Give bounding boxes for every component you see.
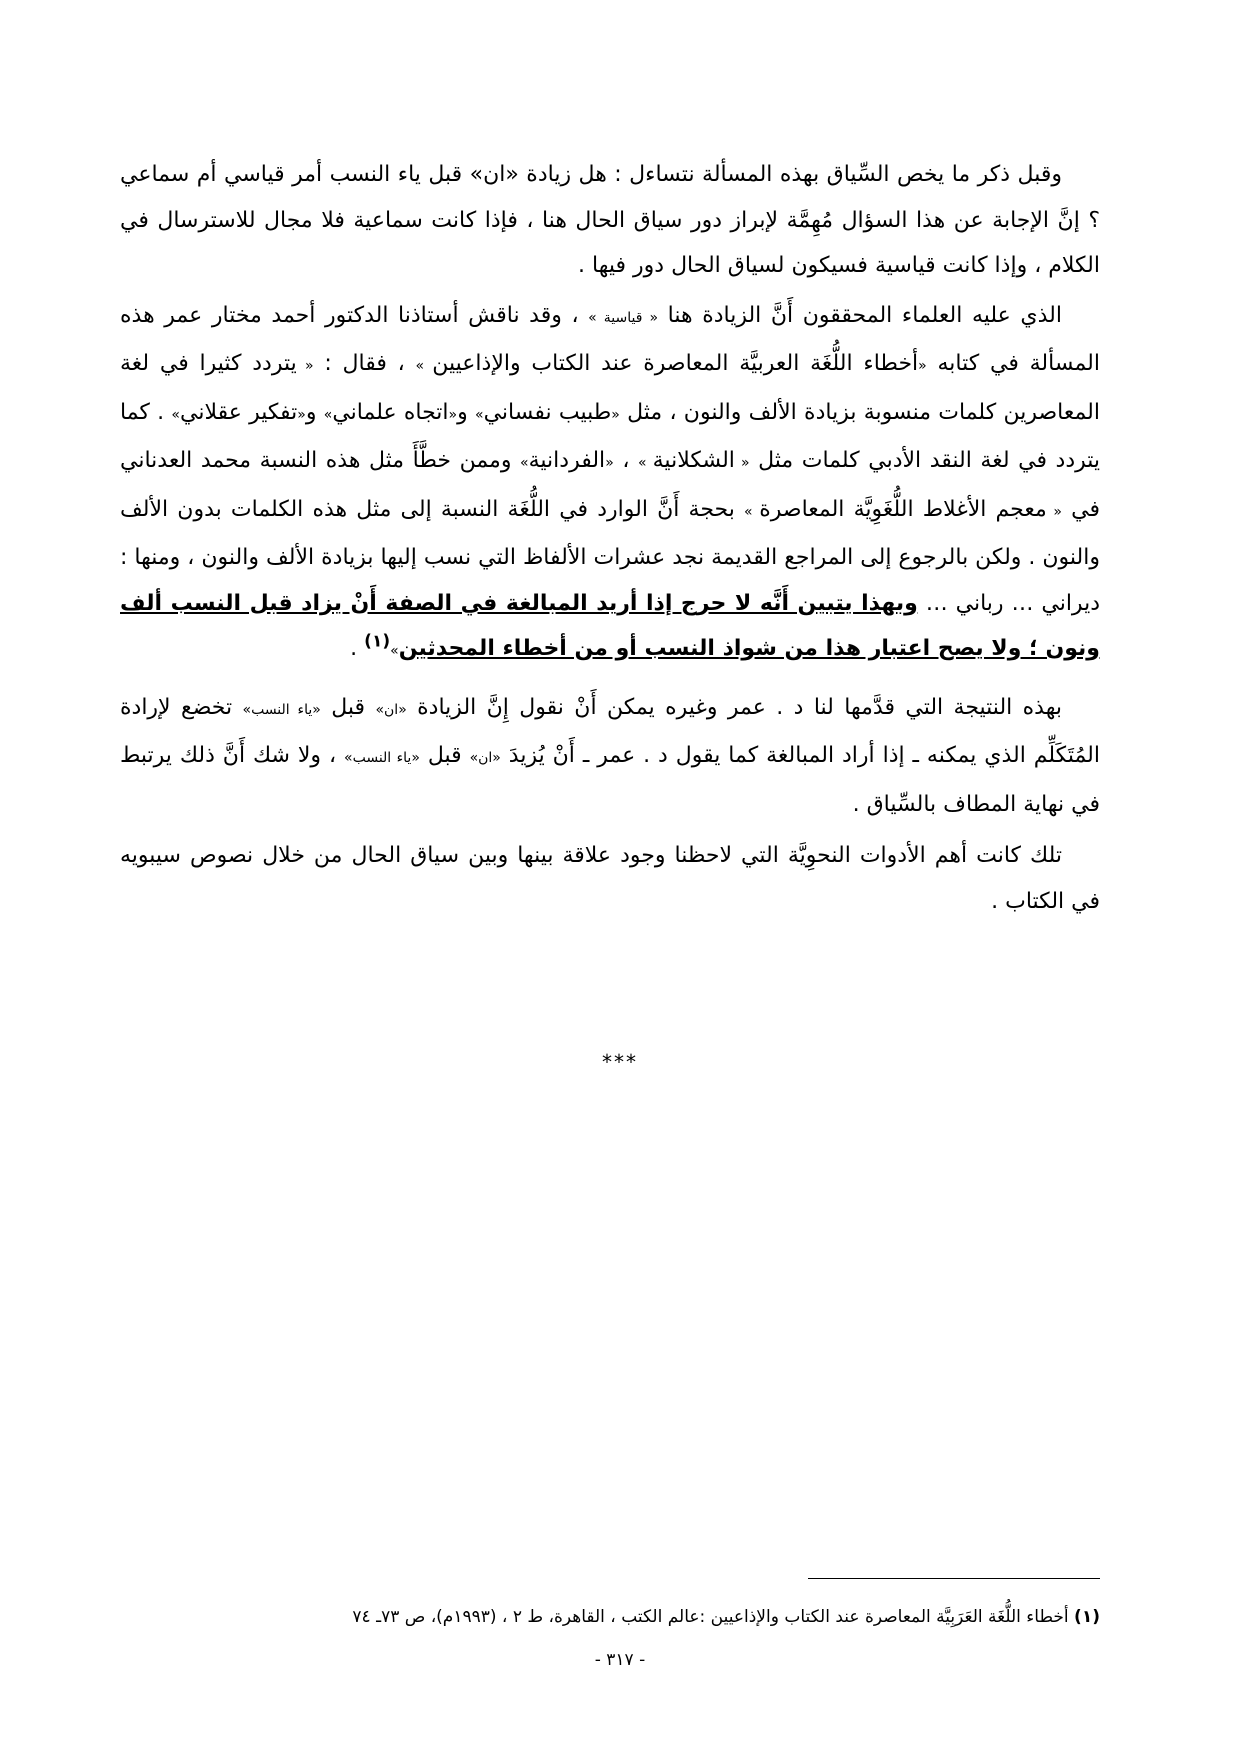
paragraph-1 bbox=[120, 152, 1100, 289]
quoted-term: «ان» bbox=[375, 701, 407, 718]
quote-mark: « bbox=[296, 358, 314, 374]
quote-mark: « bbox=[448, 406, 458, 423]
quote-mark: « bbox=[1046, 503, 1062, 520]
paragraph-1-text: وقبل ذكر ما يخص السِّياق بهذه المسألة نتساءل : هل زيادة «ان» قبل ياء النسب أمر قياسي أم سماعي ؟ إنَّ الإجابة عن هذا السؤال مُهِمَّة لإبراز دور سياق الحال هنا ، فإذا كانت سماعية فلا مجال للاسترسال في الكلام ، وإذا كانت قياسية فسيكون لسياق الحال دور فيها . bbox=[120, 162, 1100, 278]
quote-mark: » bbox=[171, 406, 180, 423]
footnote-divider bbox=[808, 1578, 1100, 1579]
quote-mark: « bbox=[611, 406, 620, 423]
paragraph-4-text: تلك كانت أهم الأدوات النحوِيَّة التي لاحظنا وجود علاقة بينها وبين سياق الحال من خلال نصوص سيبويه في الكتاب . bbox=[120, 843, 1100, 914]
separator-comma: ، bbox=[613, 448, 639, 473]
footnote-number: (١) bbox=[1074, 1607, 1100, 1627]
quoted-term: «ياء النسب» bbox=[242, 701, 321, 718]
quote-mark: » bbox=[520, 455, 529, 471]
quotation-text: وممن خطَّأَ مثل هذه النسبة محمد العدناني في bbox=[120, 448, 1100, 522]
quotation-text: يتردد كثيرا في لغة المعاصرين كلمات منسوبة بزيادة الألف والنون ، مثل bbox=[120, 351, 1100, 425]
footnote-reference: (١) bbox=[364, 631, 391, 652]
conjunction: و bbox=[457, 399, 475, 425]
section-separator: *** bbox=[602, 1050, 638, 1074]
quote-mark: « bbox=[297, 406, 306, 423]
conjunction: و bbox=[305, 399, 324, 425]
paragraph-3-text: قبل bbox=[419, 743, 470, 768]
book-title: معجم الأغلاط اللُّغَوِيَّة المعاصرة bbox=[759, 496, 1047, 522]
quote-mark: « bbox=[918, 358, 927, 374]
quoted-term: «ان» bbox=[469, 750, 501, 766]
example-term: الشكلانية bbox=[652, 448, 735, 473]
book-title: أخطاء اللُّغَة العربيَّة المعاصرة عند الكتاب والإذاعيين bbox=[432, 351, 919, 376]
full-stop: . bbox=[350, 636, 365, 661]
quoted-term: «ياء النسب» bbox=[344, 750, 420, 766]
paragraph-4 bbox=[120, 833, 1100, 924]
quote-mark: « bbox=[605, 455, 614, 471]
example-term: اتجاه علماني bbox=[332, 399, 449, 425]
paragraph-3-text: ، ولا شك أَنَّ ذلك يرتبط في نهاية المطاف بالسِّياق . bbox=[120, 743, 1100, 817]
quote-mark: » bbox=[390, 643, 399, 659]
paragraph-3-text: قبل bbox=[320, 694, 376, 720]
paragraph-2-text: الذي عليه العلماء المحققون أَنَّ الزيادة هنا bbox=[658, 302, 1062, 328]
quote-mark: » bbox=[744, 503, 760, 520]
quoted-term: « قياسية » bbox=[588, 309, 659, 326]
example-term: تفكير عقلاني bbox=[179, 399, 298, 425]
emphasized-conclusion: وبهذا يتبين أَنَّه لا حرج إذا أريد المبالغة في الصفة أَنْ يزاد قبل النسب ألف ونون ؛ ولا يصح اعتبار هذا من شواذ النسب أو من أخطاء المحدثين bbox=[120, 590, 1100, 661]
paragraph-3 bbox=[120, 685, 1100, 828]
paragraph-2-text: ، وقد ناقش أستاذنا الدكتور أحمد مختار عمر هذه المسألة في كتابه bbox=[120, 302, 1100, 376]
quote-mark: » bbox=[475, 406, 484, 423]
footnote bbox=[120, 1604, 1100, 1630]
quote-mark: « bbox=[734, 455, 750, 471]
footnote-text: أخطاء اللُّغَة العَرَبِيَّة المعاصرة عند الكتاب والإذاعيين :عالم الكتب ، القاهرة، ط ٢ ، (١٩٩٣م)، ص ٧٣ـ ٧٤ bbox=[352, 1607, 1075, 1627]
example-term: الفردانية bbox=[528, 448, 606, 473]
paragraph-2-text: ، فقال : bbox=[313, 351, 416, 376]
quote-mark: » bbox=[638, 455, 653, 471]
quote-mark: » bbox=[415, 358, 433, 374]
quotation-text: . كما يتردد في لغة النقد الأدبي كلمات مثل bbox=[120, 399, 1101, 473]
paragraph-2 bbox=[120, 293, 1100, 675]
example-term: طبيب نفساني bbox=[483, 399, 612, 425]
paragraph-3-text: تخضع لإرادة المُتَكَلِّم الذي يمكنه ـ إذا أراد المبالغة كما يقول د . عمر ـ أَنْ يُزيدَ bbox=[120, 694, 1100, 768]
quote-mark: » bbox=[323, 406, 333, 423]
page-number: - ٣١٧ - bbox=[594, 1650, 646, 1670]
paragraph-3-text: بهذه النتيجة التي قدَّمها لنا د . عمر وغيره يمكن أَنْ نقول إِنَّ الزيادة bbox=[406, 694, 1062, 720]
quotation-text: بحجة أَنَّ الوارد في اللُّغَة النسبة إلى مثل هذه الكلمات بدون الألف والنون . ولكن بالرجوع إلى المراجع القديمة نجد عشرات الألفاظ التي نسب إليها بزيادة الألف والنون ، ومنها : ديراني … رباني … bbox=[120, 496, 1100, 616]
main-text bbox=[120, 152, 1100, 924]
